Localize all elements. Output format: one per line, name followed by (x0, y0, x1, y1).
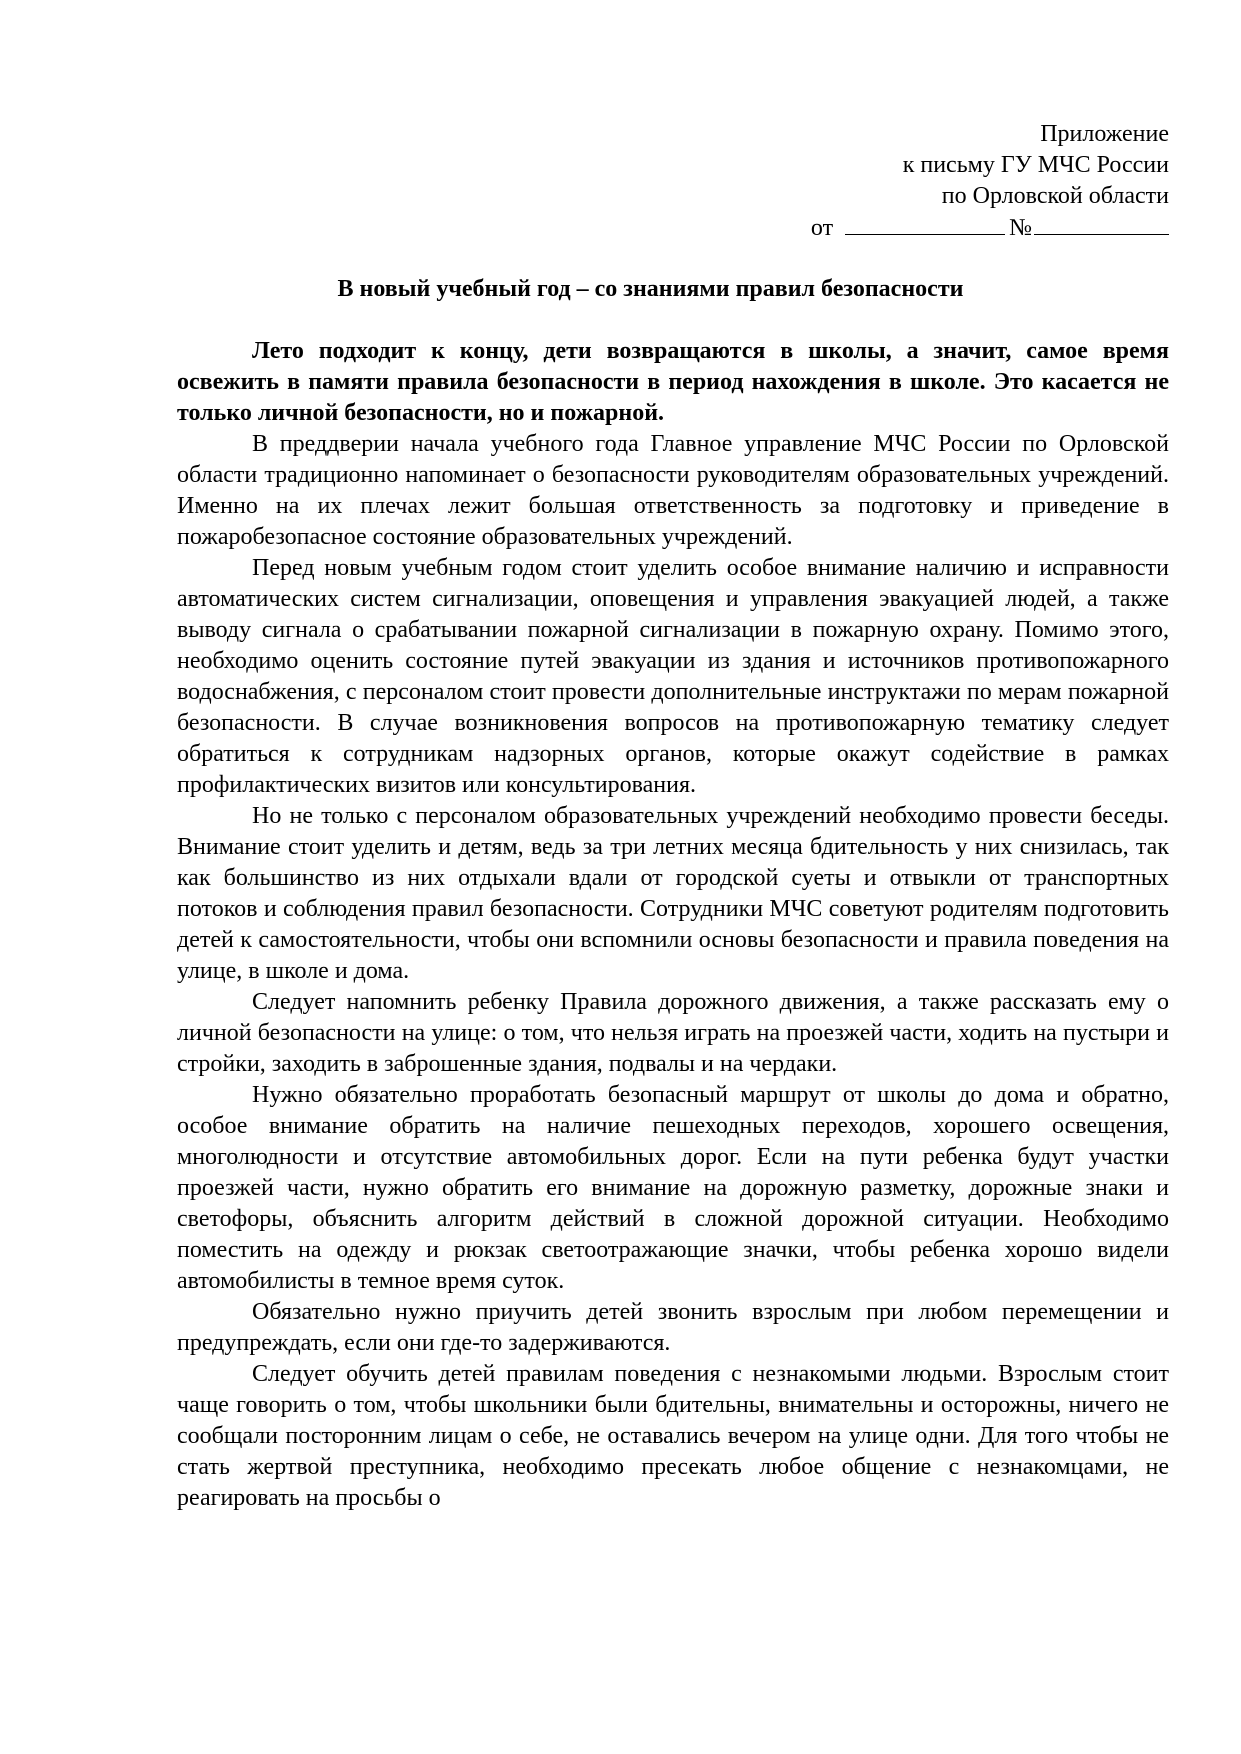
header-line-1: Приложение (1040, 121, 1169, 147)
header-line-3: по Орловской области (941, 183, 1169, 209)
number-blank (1034, 212, 1169, 235)
date-blank (845, 212, 1005, 235)
paragraph: Перед новым учебным годом стоит уделить особое внимание наличию и исправности автоматических систем сигнализации, оповещения и управления эвакуацией людей, а также выводу сигнала о срабатывании пожарной сигнализации в пожарную охрану. Помимо этого, необходимо оценить состояние путей эвакуации из здания и источников противопожарного водоснабжения, с персоналом стоит провести дополнительные инструктажи по мерам пожарной безопасности. В случае возникновения вопросов на противопожарную тематику следует обратиться к сотрудникам надзорных органов, которые окажут содействие в рамках профилактических визитов или консультирования. (177, 555, 1169, 798)
document-title: В новый учебный год – со знаниями правил безопасности (337, 276, 964, 302)
paragraph: Следует напомнить ребенку Правила дорожного движения, а также рассказать ему о личной безопасности на улице: о том, что нельзя играть на проезжей части, ходить на пустыри и стройки, заходить в заброшенные здания, подвалы и на чердаки. (177, 989, 1169, 1077)
paragraph: Обязательно нужно приучить детей звонить взрослым при любом перемещении и предупреждать, если они где-то задерживаются. (177, 1299, 1169, 1356)
paragraph: Но не только с персоналом образовательных учреждений необходимо провести беседы. Внимание стоит уделить и детям, ведь за три летних месяца бдительность у них снизилась, так как большинство из них отдыхали вдали от городской суеты и отвыкли от транспортных потоков и соблюдения правил безопасности. Сотрудники МЧС советуют родителям подготовить детей к самостоятельности, чтобы они вспомнили основы безопасности и правила поведения на улице, в школе и дома. (177, 803, 1169, 984)
lead-paragraph: Лето подходит к концу, дети возвращаются в школы, а значит, самое время освежить в памяти правила безопасности в период нахождения в школе. Это касается не только личной безопасности, но и пожарной. (177, 338, 1169, 426)
header-line-2: к письму ГУ МЧС России (902, 152, 1169, 178)
paragraph: Следует обучить детей правилам поведения с незнакомыми людьми. Взрослым стоит чаще говорить о том, чтобы школьники были бдительны, внимательны и осторожны, ничего не сообщали посторонним лицам о себе, не оставались вечером на улице одни. Для того чтобы не стать жертвой преступника, необходимо пресекать любое общение с незнакомцами, не реагировать на просьбы о (177, 1361, 1169, 1511)
paragraph: В преддверии начала учебного года Главное управление МЧС России по Орловской области традиционно напоминает о безопасности руководителям образовательных учреждений. Именно на их плечах лежит большая ответственность за подготовку и приведение в пожаробезопасное состояние образовательных учреждений. (177, 431, 1169, 550)
date-number-line (811, 212, 1169, 244)
number-sign: № (1009, 215, 1032, 241)
date-prefix: от (810, 215, 834, 241)
document-body (177, 336, 1169, 1514)
addressee-block (811, 119, 1169, 244)
paragraph: Нужно обязательно проработать безопасный маршрут от школы до дома и обратно, особое внимание обратить на наличие пешеходных переходов, хорошего освещения, многолюдности и отсутствие автомобильных дорог. Если на пути ребенка будут участки проезжей части, нужно обратить его внимание на дорожную разметку, дорожные знаки и светофоры, объяснить алгоритм действий в сложной дорожной ситуации. Необходимо поместить на одежду и рюкзак светоотражающие значки, чтобы ребенка хорошо видели автомобилисты в темное время суток. (177, 1082, 1169, 1294)
